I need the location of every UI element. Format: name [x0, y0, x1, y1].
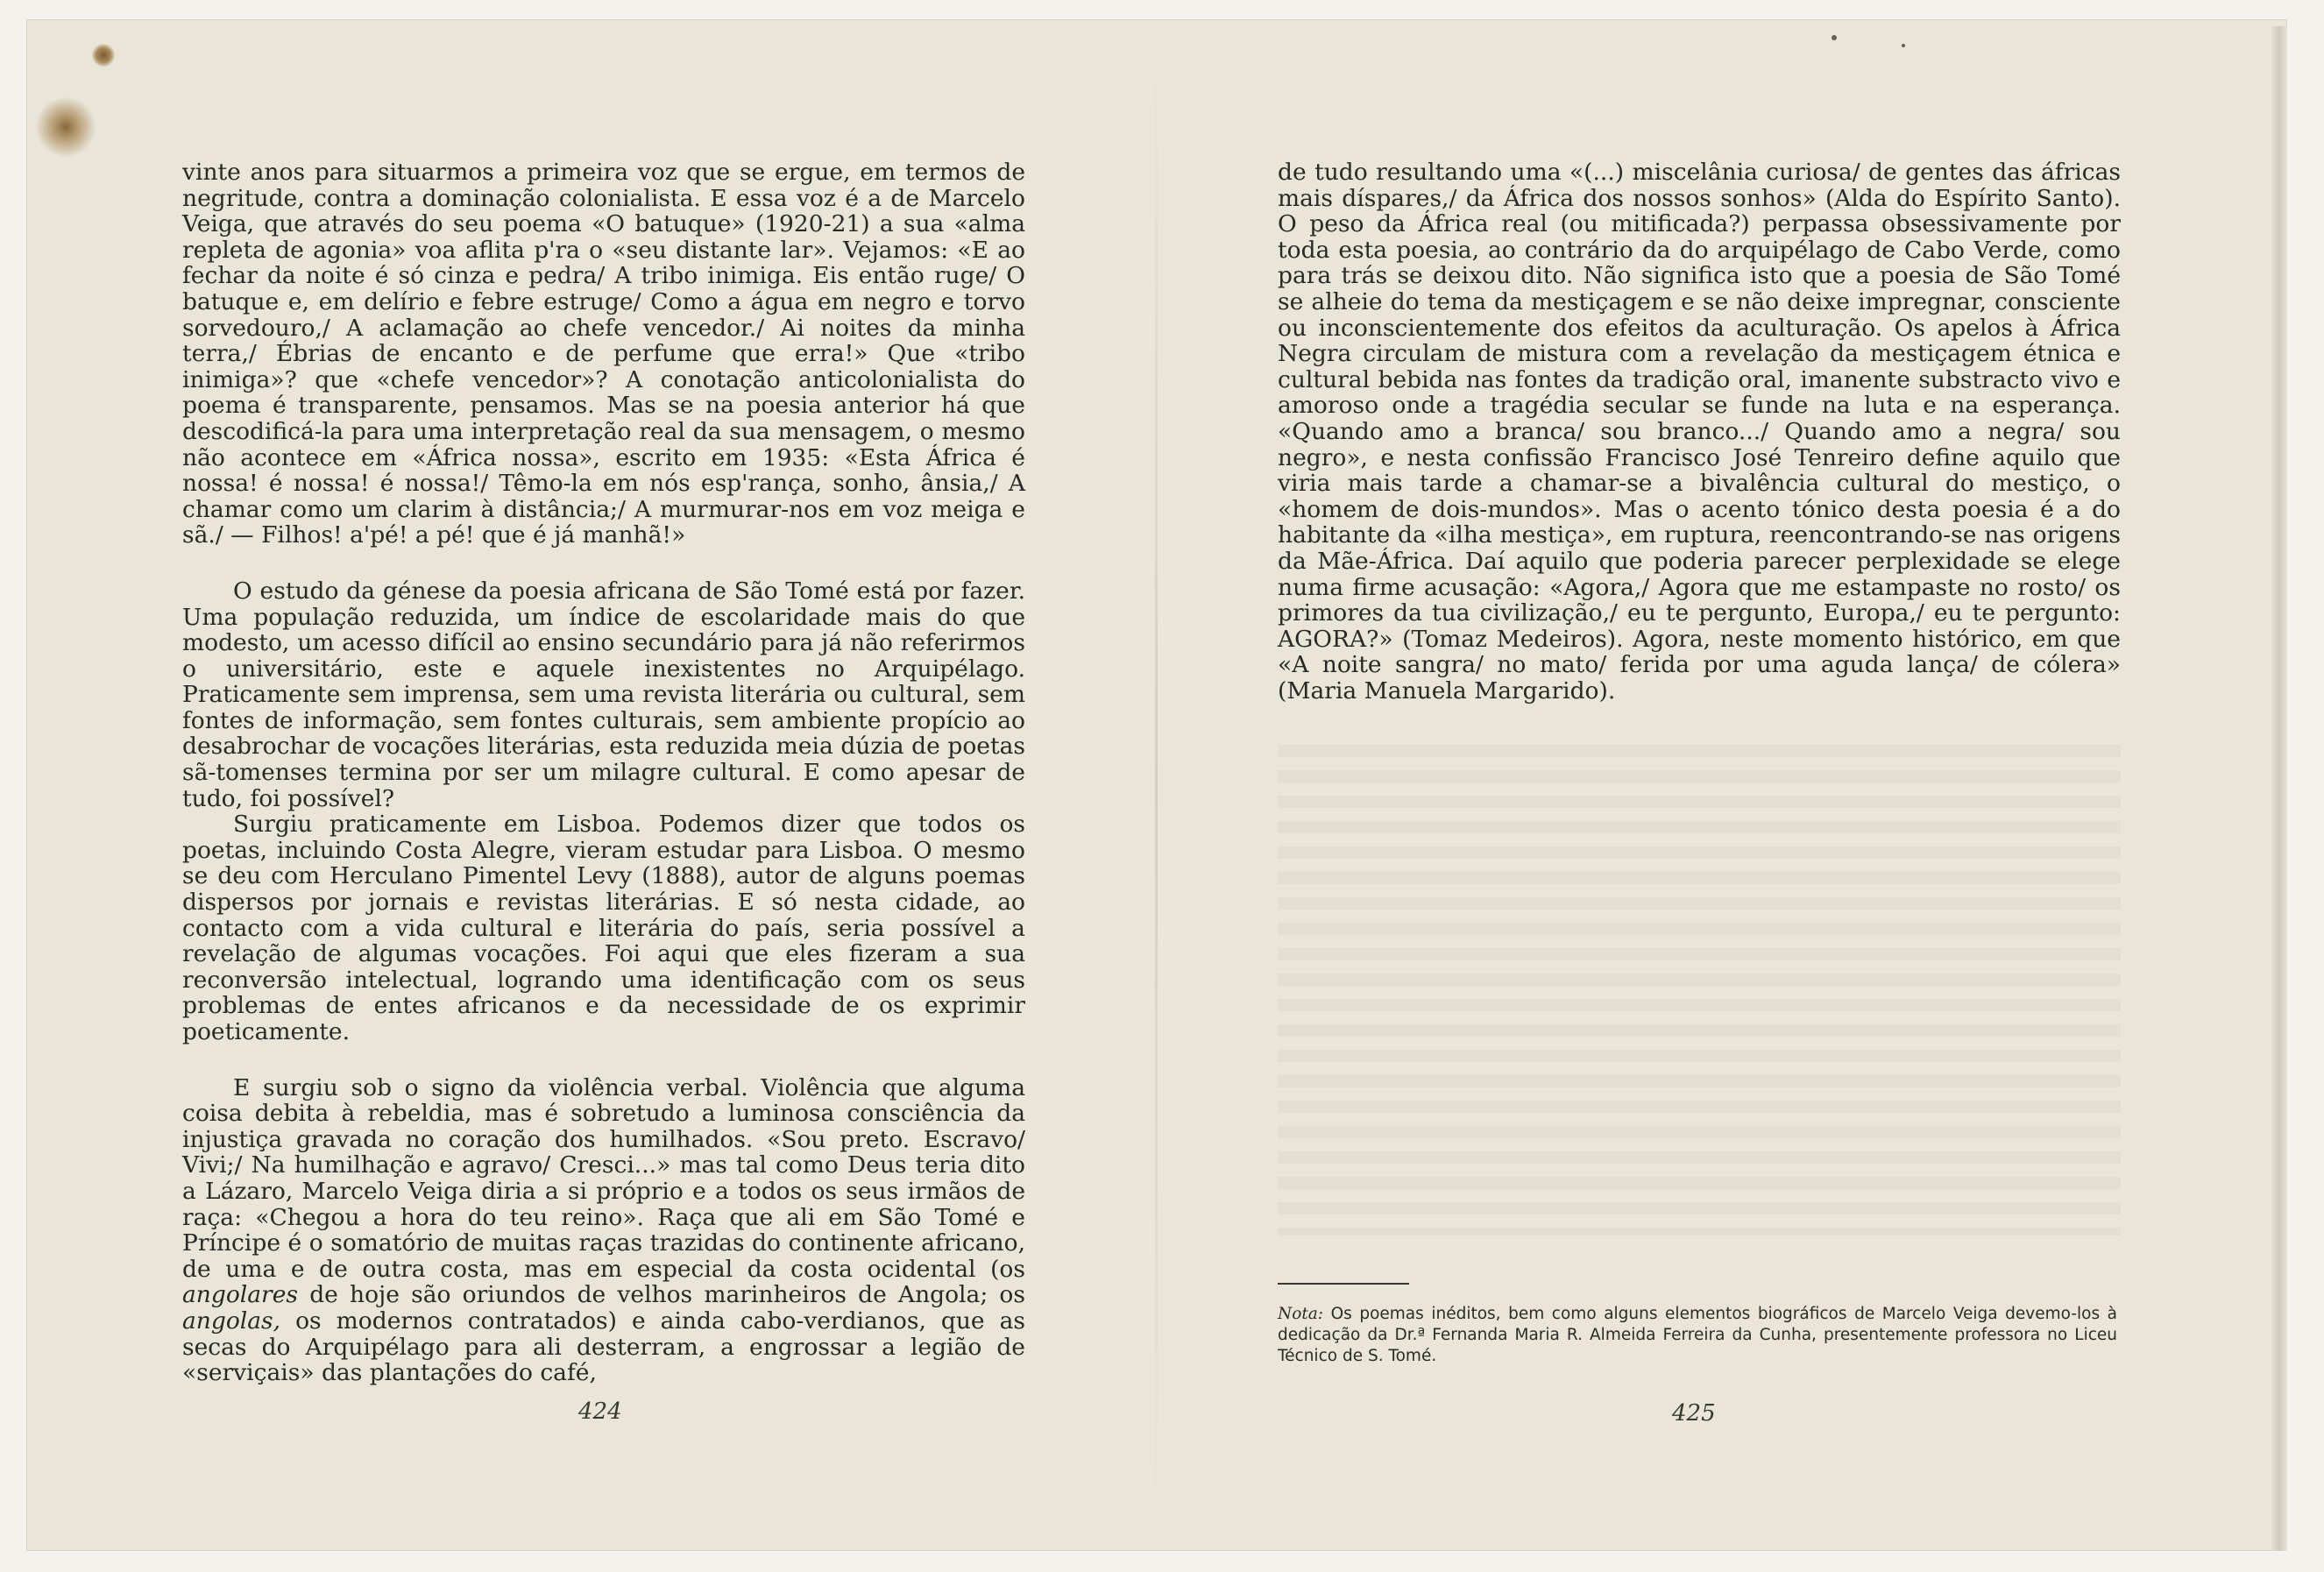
italic-term: angolares — [182, 1281, 299, 1309]
footnote-label: Nota: — [1278, 1305, 1324, 1323]
text-run: de hoje são oriundos de velhos marinheiros de Angola; os — [298, 1281, 1025, 1309]
center-fold — [1155, 26, 1158, 1542]
bleed-through-text — [1278, 745, 2121, 1236]
text-run: E surgiu sob o signo da violência verbal. Violência que alguma coisa debita à rebeldia, mas é sobretudo a luminosa consciência da injustiça gravada no coração dos humilhados. «Sou preto. Escravo/ Vivi;/ Na humilhação e agravo/ Cresci...» mas tal como Deus teria dito a Lázaro, Marcelo Veiga diria a si próprio e a todos os seus irmãos de raça: «Chegou a hora do teu reino». Raça que ali em São Tomé e Príncipe é o somatório de muitas raças trazidas do continente africano, de uma e de outra costa, mas em especial da costa ocidental (os — [182, 1073, 1025, 1283]
stain-mark — [35, 96, 96, 158]
paragraph — [182, 1075, 1025, 1386]
speck-mark — [1902, 44, 1905, 47]
paragraph: Surgiu praticamente em Lisboa. Podemos dizer que todos os poetas, incluindo Costa Alegre, vieram estudar para Lisboa. O mesmo se deu com Herculano Pimentel Levy (1888), autor de alguns poemas dispersos por jornais e revistas literárias. E só nesta cidade, ao contacto com a vida cultural e literária do país, seria possível a revelação de algumas vocações. Foi aqui que eles fizeram a sua reconversão intelectual, logrando uma identificação com os seus problemas de entes africanos e da necessidade de os exprimir poeticamente. — [182, 811, 1025, 1045]
paragraph: de tudo resultando uma «(...) miscelânia curiosa/ de gentes das áfricas mais díspares,/ da África dos nossos sonhos» (Alda do Espírito Santo). O peso da África real (ou mitificada?) perpassa obsessivamente por toda esta poesia, ao contrário da do arquipélago de Cabo Verde, como para trás se deixou dito. Não significa isto que a poesia de São Tomé se alheie do tema da mestiçagem e se não deixe impregnar, consciente ou inconscientemente dos efeitos da aculturação. Os apelos à África Negra circulam de mistura com a revelação da mestiçagem étnica e cultural bebida nas fontes da tradição oral, imanente substracto vivo e amoroso onde a tragédia secular se funde na luta e na esperança. «Quando amo a branca/ sou branco.../ Quando amo a negra/ sou negro», e nesta confissão Francisco José Tenreiro define aquilo que viria mais tarde a chamar-se a bivalência cultural do mestiço, o «homem de dois-mundos». Mas o acento tónico desta poesia é a do habitante da «ilha mestiça», em ruptura, reencontrando-se nas origens da Mãe-África. Daí aquilo que poderia parecer perplexidade se elege numa firme acusação: «Agora,/ Agora que me estampaste no rosto/ os primores da tua civilização,/ eu te pergunto, Europa,/ eu te pergunto: AGORA?» (Tomaz Medeiros). Agora, neste momento histórico, em que «A noite sangra/ no mato/ ferida por uma aguda lança/ de cólera» (Maria Manuela Margarido). — [1278, 159, 2121, 705]
footnote-text: Os poemas inéditos, bem como alguns elementos biográficos de Marcelo Veiga devemo-los à dedicação da Dr.ª Fernanda Maria R. Almeida Ferreira da Cunha, presentemente professora no Liceu Técnico de S. Tomé. — [1278, 1305, 2117, 1365]
speck-mark — [1832, 35, 1837, 40]
paragraph: vinte anos para situarmos a primeira voz que se ergue, em termos de negritude, contra a dominação colonialista. E essa voz é a de Marcelo Veiga, que através do seu poema «O batuque» (1920-21) a sua «alma repleta de agonia» voa aflita p'ra o «seu distante lar». Vejamos: «E ao fechar da noite é só cinza e pedra/ A tribo inimiga. Eis então ruge/ O batuque e, em delírio e febre estruge/ Como a água em negro e torvo sorvedouro,/ A aclamação ao chefe vencedor./ Ai noites da minha terra,/ Ébrias de encanto e de perfume que erra!» Que «tribo inimiga»? que «chefe vencedor»? A conotação anticolonialista do poema é transparente, pensamos. Mas se na poesia anterior há que descodificá-la para uma interpretação real da sua mensagem, o mesmo não acontece em «África nossa», escrito em 1935: «Esta África é nossa! é nossa! é nossa!/ Têmo-la em nós esp'rança, sonho, ânsia,/ A chamar como um clarim à distância;/ A murmurar-nos em voz meiga e sã./ — Filhos! a'pé! a pé! que é já manhã!» — [182, 159, 1025, 549]
page-number-left: 424 — [578, 1399, 622, 1425]
stain-mark — [92, 44, 115, 67]
right-page-column — [1278, 159, 2121, 704]
italic-term: angolas, — [182, 1306, 281, 1335]
page-number-right: 425 — [1672, 1400, 1716, 1427]
text-run: os modernos contratados) e ainda cabo-verdianos, que as secas do Arquipélago para ali desterram, a engrossar a legião de «serviçais» das plantações do café, — [182, 1306, 1025, 1387]
paragraph: O estudo da génese da poesia africana de São Tomé está por fazer. Uma população reduzida, um índice de escolaridade mais do que modesto, um acesso difícil ao ensino secundário para já não referirmos o universitário, este e aquele inexistentes no Arquipélago. Praticamente sem imprensa, sem uma revista literária ou cultural, sem fontes de informação, sem fontes culturais, sem ambiente propício ao desabrochar de vocações literárias, esta reduzida meia dúzia de poetas sã-tomenses termina por ser um milagre cultural. E como apesar de tudo, foi possível? — [182, 577, 1025, 812]
footnote — [1278, 1304, 2117, 1367]
footnote-rule — [1278, 1283, 1409, 1285]
left-page-column — [182, 159, 1025, 1386]
page-edge — [2271, 26, 2287, 1551]
